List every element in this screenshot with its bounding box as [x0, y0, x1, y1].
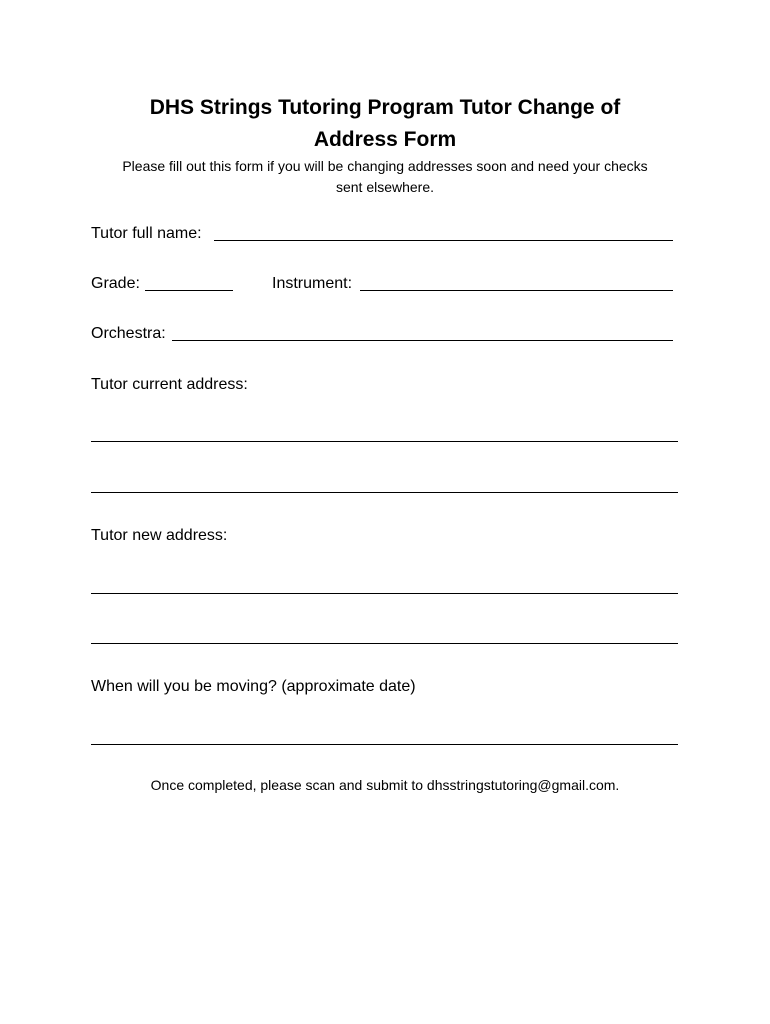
form-title-line-2: Address Form: [313, 128, 457, 151]
grade-label: Grade:: [91, 275, 140, 292]
instrument-line[interactable]: [360, 290, 673, 291]
form-title-line-1: DHS Strings Tutoring Program Tutor Change of: [149, 96, 621, 119]
new-address-label: Tutor new address:: [91, 527, 228, 544]
current-address-label: Tutor current address:: [91, 376, 248, 393]
form-instructions-line-1: Please fill out this form if you will be changing addresses soon and need your checks: [122, 158, 648, 174]
tutor-full-name-label: Tutor full name:: [91, 225, 202, 242]
moving-date-line[interactable]: [91, 744, 678, 745]
new-address-line-1[interactable]: [91, 593, 678, 594]
new-address-line-2[interactable]: [91, 643, 678, 644]
form-instructions-line-2: sent elsewhere.: [335, 179, 435, 195]
grade-line[interactable]: [145, 290, 233, 291]
orchestra-label: Orchestra:: [91, 325, 166, 342]
moving-date-label: When will you be moving? (approximate date): [91, 678, 416, 695]
instrument-label: Instrument:: [272, 275, 353, 292]
current-address-line-2[interactable]: [91, 492, 678, 493]
submission-instructions: Once completed, please scan and submit to dhsstringstutoring@gmail.com.: [150, 777, 620, 793]
orchestra-line[interactable]: [172, 340, 673, 341]
current-address-line-1[interactable]: [91, 441, 678, 442]
tutor-full-name-line[interactable]: [214, 240, 673, 241]
